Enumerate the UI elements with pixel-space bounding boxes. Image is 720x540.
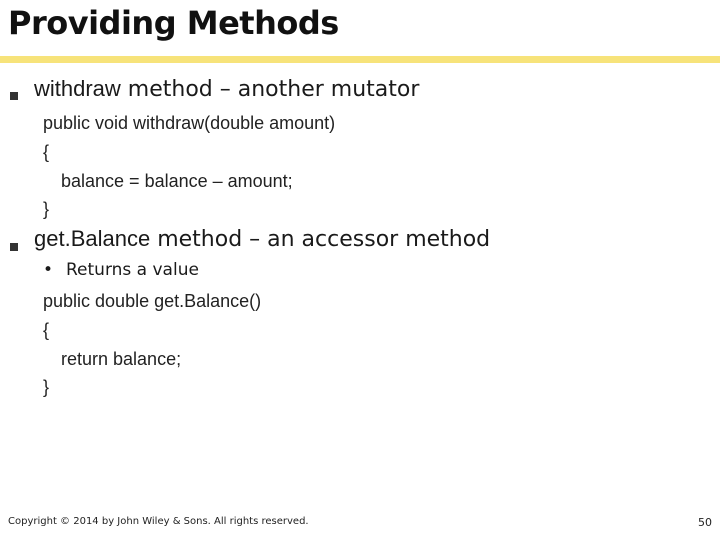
sub-bullet-dot-icon: • (43, 260, 54, 280)
code-line: } (43, 199, 50, 219)
code-line: } (43, 377, 50, 397)
code-line: { (43, 142, 50, 162)
bullet-square-icon (10, 236, 18, 255)
bullet-getbalance (34, 226, 490, 252)
code-line: public double get.Balance() (43, 291, 262, 311)
footer-copyright: Copyright © 2014 by John Wiley & Sons. All rights reserved. (8, 516, 309, 527)
code-line: return balance; (61, 349, 182, 369)
title-underline (0, 56, 720, 63)
bullet-text: method – an accessor method (150, 227, 491, 252)
slide-number: 50 (698, 516, 712, 529)
code-line: { (43, 320, 50, 340)
bullet-code-term: withdraw (34, 76, 121, 101)
bullet-square-icon (10, 85, 18, 104)
sub-bullet-returns: Returns a value (66, 260, 199, 280)
bullet-text: method – another mutator (120, 77, 420, 102)
slide-title: Providing Methods (8, 4, 339, 42)
bullet-withdraw (34, 76, 419, 102)
code-line: public void withdraw(double amount) (43, 113, 336, 133)
bullet-code-term: get.Balance (34, 226, 151, 251)
code-line: balance = balance – amount; (61, 171, 293, 191)
